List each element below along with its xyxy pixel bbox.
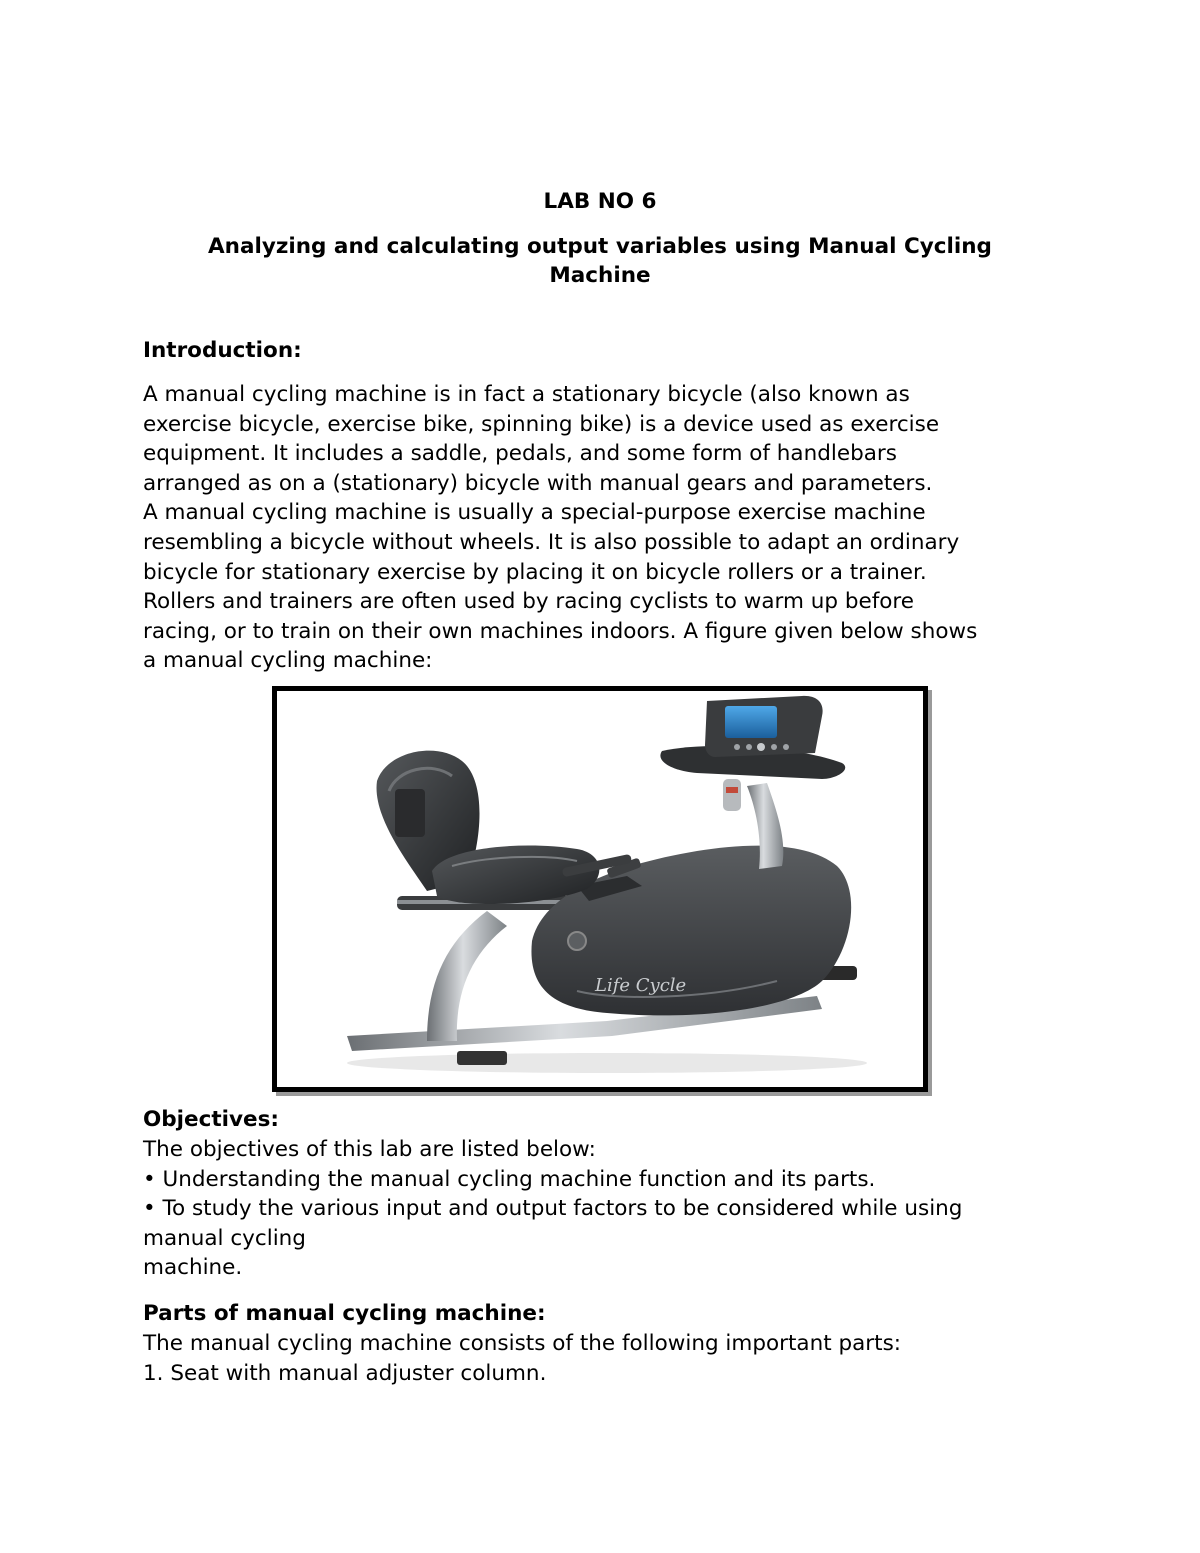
- lab-subtitle-line-2: Machine: [549, 263, 651, 288]
- console-button: [734, 744, 740, 750]
- logo-badge: [568, 932, 586, 950]
- objectives-line: • Understanding the manual cycling machine function and its parts.: [143, 1166, 876, 1192]
- parts-line: The manual cycling machine consists of the following important parts:: [143, 1331, 902, 1356]
- lab-subtitle-line-1: Analyzing and calculating output variables using Manual Cycling: [208, 234, 992, 259]
- console-button: [771, 744, 777, 750]
- console-button: [746, 744, 752, 750]
- floor-shadow: [347, 1053, 867, 1073]
- parts-line: 1. Seat with manual adjuster column.: [143, 1360, 547, 1386]
- introduction-line: A manual cycling machine is in fact a stationary bicycle (also known as: [143, 382, 910, 407]
- introduction-line: exercise bicycle, exercise bike, spinning bike) is a device used as exercise: [143, 411, 940, 437]
- recumbent-bike-illustration: [277, 691, 923, 1087]
- introduction-line: Rollers and trainers are often used by racing cyclists to warm up before: [143, 589, 915, 615]
- water-bottle-label: [726, 787, 738, 793]
- console-button: [757, 743, 765, 751]
- seat-support: [427, 911, 507, 1041]
- introduction-line: equipment. It includes a saddle, pedals, and some form of handlebars: [143, 441, 897, 467]
- introduction-line: A manual cycling machine is usually a special-purpose exercise machine: [143, 500, 926, 526]
- front-foot: [457, 1051, 507, 1065]
- introduction-heading: Introduction:: [143, 338, 302, 363]
- introduction-paragraph: [143, 380, 977, 676]
- parts-list: [143, 1329, 901, 1388]
- introduction-line: racing, or to train on their own machines indoors. A figure given below shows: [143, 618, 978, 644]
- objectives-heading: Objectives:: [143, 1107, 280, 1132]
- water-bottle: [723, 779, 741, 811]
- objectives-line: The objectives of this lab are listed below:: [143, 1137, 596, 1162]
- introduction-line: a manual cycling machine:: [143, 648, 433, 674]
- objectives-list: [143, 1135, 962, 1283]
- objectives-line: • To study the various input and output factors to be considered while using: [143, 1196, 963, 1222]
- objectives-line: machine.: [143, 1255, 243, 1281]
- introduction-line: bicycle for stationary exercise by placing it on bicycle rollers or a trainer.: [143, 559, 927, 585]
- seat-back-pocket: [395, 789, 425, 837]
- objectives-line: manual cycling: [143, 1225, 306, 1251]
- brand-script: Life Cycle: [595, 975, 687, 996]
- lab-title: LAB NO 6: [543, 189, 657, 214]
- cycling-machine-figure: [272, 686, 928, 1092]
- introduction-line: resembling a bicycle without wheels. It is also possible to adapt an ordinary: [143, 529, 960, 555]
- console-screen: [725, 706, 777, 738]
- parts-heading: Parts of manual cycling machine:: [143, 1301, 546, 1326]
- console-button: [783, 744, 789, 750]
- introduction-line: arranged as on a (stationary) bicycle with manual gears and parameters.: [143, 470, 933, 496]
